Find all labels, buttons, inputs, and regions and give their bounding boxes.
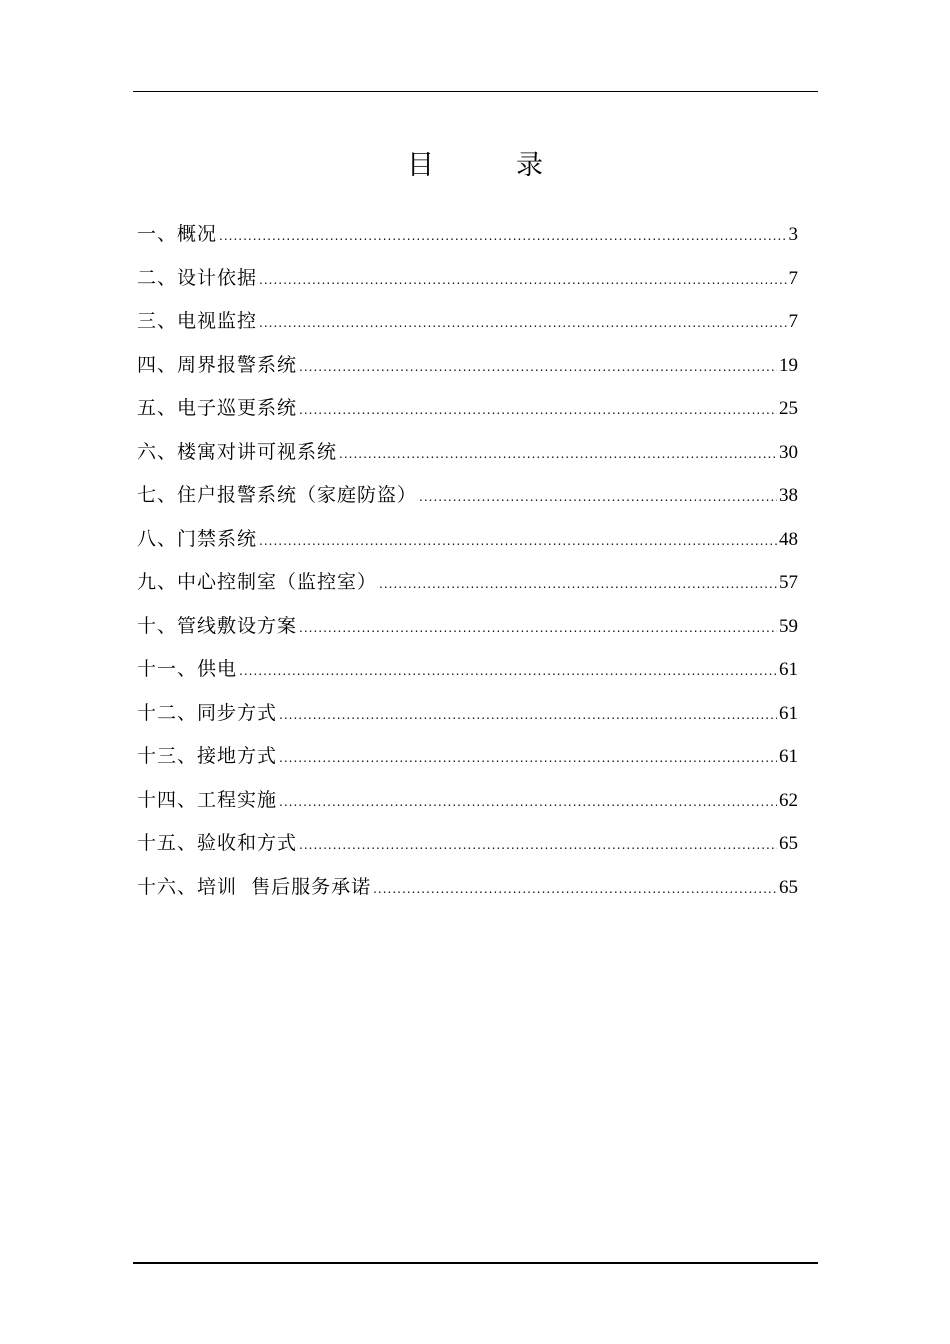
toc-entry-page: 57 <box>779 572 798 593</box>
toc-entry-page: 62 <box>779 789 798 811</box>
toc-entry-access-control[interactable] <box>137 523 798 567</box>
toc-entry-label: 四、周界报警系统 <box>137 353 298 376</box>
toc-entry-page: 25 <box>779 398 798 419</box>
toc-entry-overview[interactable] <box>137 218 798 262</box>
toc-entry-home-alarm[interactable] <box>137 479 798 523</box>
toc-entry-label: 十四、工程实施 <box>137 788 278 811</box>
toc-entry-design-basis[interactable] <box>137 262 798 306</box>
toc-entry-page: 3 <box>788 224 798 245</box>
toc-leader-dots <box>279 699 777 731</box>
toc-entry-label: 十三、接地方式 <box>137 745 278 767</box>
toc-entry-label: 十一、供电 <box>137 658 238 680</box>
toc-entry-label: 十六、培训 售后服务承诺 <box>137 875 372 898</box>
toc-entry-patrol[interactable] <box>137 392 798 436</box>
footer-rule <box>133 1262 818 1264</box>
toc-entry-label: 二、设计依据 <box>137 266 258 289</box>
toc-entry-control-room[interactable] <box>137 566 798 610</box>
toc-leader-dots <box>239 655 777 687</box>
header-rule <box>133 91 818 92</box>
toc-title-part2: 录 <box>516 150 543 181</box>
toc-entry-intercom[interactable] <box>137 436 798 480</box>
toc-entry-cctv[interactable] <box>137 305 798 349</box>
toc-leader-dots <box>279 786 777 818</box>
toc-title <box>0 148 950 184</box>
toc-leader-dots <box>419 481 777 513</box>
toc-leader-dots <box>299 829 777 861</box>
toc-leader-dots <box>373 873 777 905</box>
toc-entry-grounding[interactable] <box>137 740 798 784</box>
toc-entry-label: 十五、验收和方式 <box>137 832 298 854</box>
toc-leader-dots <box>279 742 777 774</box>
toc-entry-label: 九、中心控制室（监控室） <box>137 571 378 593</box>
toc-entry-label: 十、管线敷设方案 <box>137 614 298 637</box>
toc-entry-perimeter-alarm[interactable] <box>137 349 798 393</box>
toc-leader-dots <box>339 438 777 470</box>
toc-title-part1: 目 <box>407 150 434 181</box>
toc-entry-label: 十二、同步方式 <box>137 701 278 724</box>
toc-leader-dots <box>379 568 777 600</box>
toc-entry-page: 65 <box>779 876 798 898</box>
toc-entry-acceptance[interactable] <box>137 827 798 871</box>
toc-entry-page: 61 <box>779 746 798 767</box>
toc-leader-dots <box>259 264 786 296</box>
toc-entry-label: 五、电子巡更系统 <box>137 397 298 419</box>
toc-entry-page: 7 <box>788 267 798 289</box>
toc-entry-label: 七、住户报警系统（家庭防盗） <box>137 484 418 506</box>
toc-leader-dots <box>299 394 777 426</box>
toc-entry-power-supply[interactable] <box>137 653 798 697</box>
toc-entry-page: 61 <box>779 702 798 724</box>
toc-leader-dots <box>219 220 786 252</box>
toc-entry-page: 7 <box>788 311 798 332</box>
toc-entry-page: 65 <box>779 833 798 854</box>
toc-entry-page: 30 <box>779 441 798 463</box>
toc-entry-label: 六、楼寓对讲可视系统 <box>137 440 338 463</box>
toc-entry-page: 59 <box>779 615 798 637</box>
toc-entry-page: 61 <box>779 659 798 680</box>
toc-entry-implementation[interactable] <box>137 784 798 828</box>
toc-leader-dots <box>299 351 777 383</box>
toc-entry-page: 19 <box>779 354 798 376</box>
toc-entry-sync[interactable] <box>137 697 798 741</box>
toc-leader-dots <box>299 612 777 644</box>
toc-leader-dots <box>259 307 786 339</box>
toc-leader-dots <box>259 525 777 557</box>
toc-entry-page: 38 <box>779 485 798 506</box>
toc-list <box>137 218 798 914</box>
toc-entry-label: 三、电视监控 <box>137 310 258 332</box>
toc-entry-training-service[interactable] <box>137 871 798 915</box>
toc-entry-cabling[interactable] <box>137 610 798 654</box>
toc-entry-label: 八、门禁系统 <box>137 527 258 550</box>
toc-entry-page: 48 <box>779 528 798 550</box>
toc-entry-label: 一、概况 <box>137 223 218 245</box>
